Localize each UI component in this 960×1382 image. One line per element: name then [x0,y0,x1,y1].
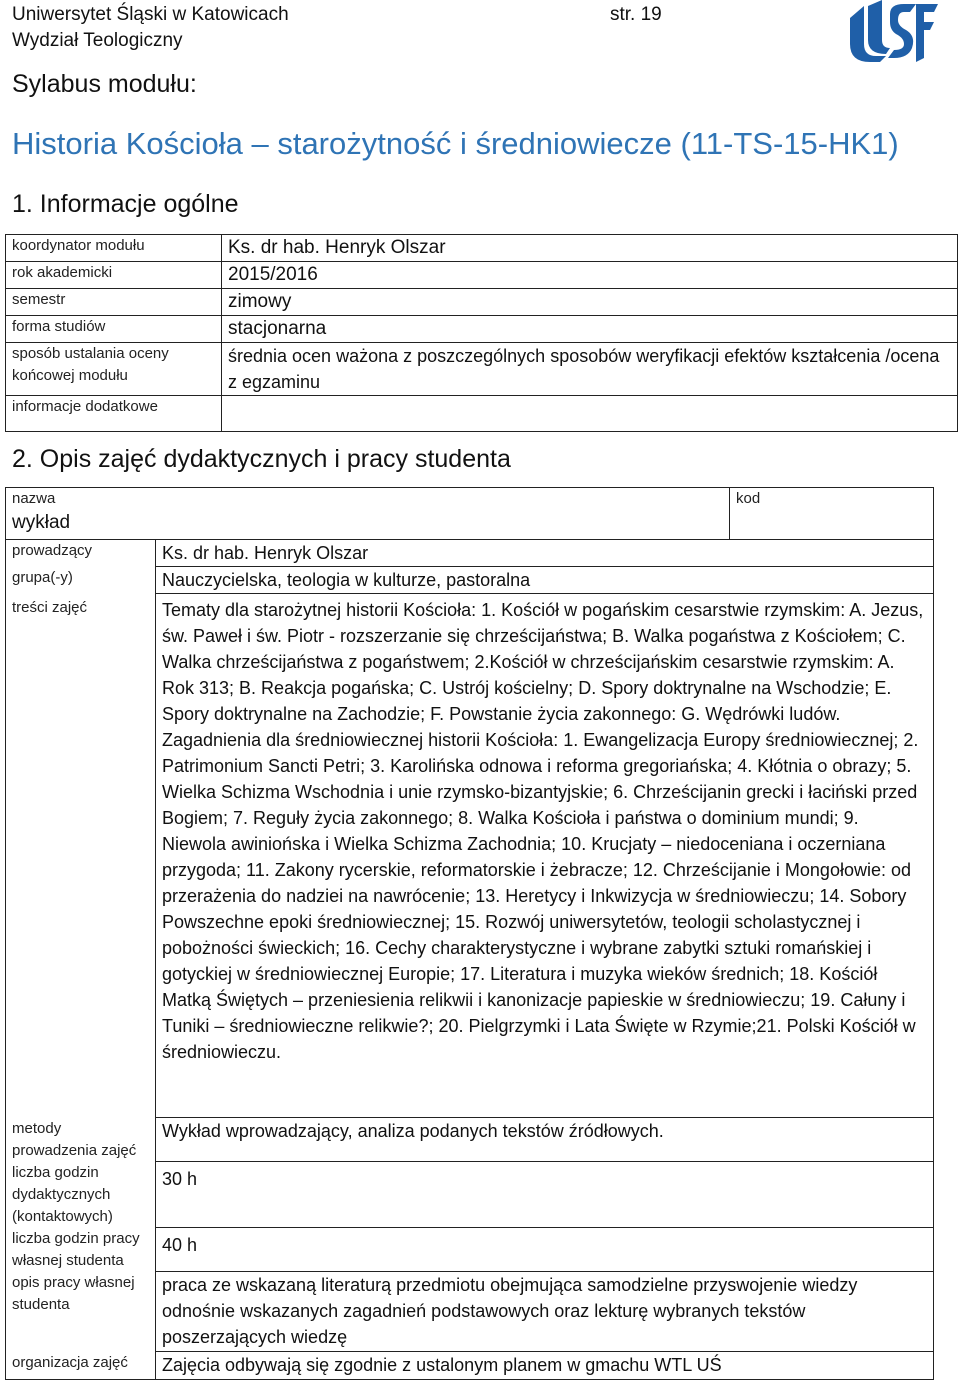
value-additional-info [222,396,958,432]
label-additional-info: informacje dodatkowe [6,396,222,432]
table-row [6,1162,934,1228]
general-info-table [5,234,958,432]
label-groups: grupa(-y) [6,567,156,594]
value-self-study-desc: praca ze wskazaną literaturą przedmiotu obejmująca samodzielne przyswojenie wiedzy odnośnie wskazanych zagadnień podstawowych oraz lekturę wybranych tekstów poszerzających wiedzę [156,1272,934,1352]
label-coordinator: koordynator modułu [6,235,222,262]
value-self-study-hours: 40 h [156,1228,934,1272]
faculty-name: Wydział Teologiczny [12,30,183,51]
module-title: Historia Kościoła – starożytność i średniowiecze (11-TS-15-HK1) [12,126,899,161]
course-description-table [5,487,934,1380]
label-study-form: forma studiów [6,316,222,343]
label-methods: metody prowadzenia zajęć [6,1118,156,1162]
page-number: str. 19 [610,4,662,25]
value-content-medieval: Zagadnienia dla średniowiecznej historii Kościoła: 1. Ewangelizacja Europy średniowiecznej; 2. Patrimonium Sancti Petri; 3. Karolińska odnowa i reforma gregoriańska; 4. Kłótnia o obrazy; 5. Wielka Schizma Wschodnia i unie rzymsko-bizantyjskie; 6. Chrześcijanin grecki i łaciński przed Bogiem; 7. Reguły życia zakonnego; 8. Walka Kościoła i państwa o dominium mundi; 9. Niewola awiniońska i Wielka Schizma Zachodnia; 10. Krucjaty – niedoceniana i oczerniana przygoda; 11. Zakony rycerskie, reformatorskie i żebracze; 12. Chrześcijanie i Mongołowie: od przerażenia do nadziei na nawrócenie; 13. Heretycy i Inkwizycja w średniowieczu; 14. Sobory Powszechne epoki średniowiecznej; 15. Rozwój uniwersytetów, teologii scholastycznej i pobożności świeckich; 16. Cechy charakterystyczne i wybrane zabytki sztuki romańskiej i gotyckiej w średniowiecznej Europie; 17. Literatura i muzyka wieków średnich; 18. Kościół Matką Świętych – przeniesienia relikwii i kanonizacje papieskie w średniowieczu; 19. Całuny i Tuniki – średniowieczne relikwie?; 20. Pielgrzymki i Lata Święte w Rzymie;21. Polski Kościół w średniowieczu. [162,730,919,1062]
value-grading: średnia ocen ważona z poszczególnych sposobów weryfikacji efektów kształcenia /ocena z egzaminu [222,343,958,396]
university-name: Uniwersytet Śląski w Katowicach [12,4,289,25]
value-lecturer: Ks. dr hab. Henryk Olszar [156,540,934,567]
table-row [6,1272,934,1352]
table-row [6,262,958,289]
label-self-study-desc: opis pracy własnej studenta [6,1272,156,1352]
label-academic-year: rok akademicki [6,262,222,289]
value-coordinator: Ks. dr hab. Henryk Olszar [222,235,958,262]
value-organization: Zajęcia odbywają się zgodnie z ustalonym planem w gmachu WTL UŚ [156,1352,934,1380]
table-row [6,396,958,432]
label-self-study-hours: liczba godzin pracy własnej studenta [6,1228,156,1272]
value-name: wykład [12,512,71,533]
section2-heading: 2. Opis zajęć dydaktycznych i pracy studenta [12,445,511,473]
table-row [6,1228,934,1272]
label-code: kod [730,488,934,540]
value-groups: Nauczycielska, teologia w kulturze, pastoralna [156,567,934,594]
label-semester: semestr [6,289,222,316]
value-academic-year: 2015/2016 [222,262,958,289]
table-row [6,540,934,567]
table-row [6,343,958,396]
label-name: nazwa [12,490,56,507]
header-institution [12,2,289,54]
table-row [6,316,958,343]
section1-heading: 1. Informacje ogólne [12,190,239,218]
label-organization: organizacja zajęć [6,1352,156,1380]
label-lecturer: prowadzący [6,540,156,567]
value-methods: Wykład wprowadzający, analiza podanych tekstów źródłowych. [156,1118,934,1162]
university-logo-icon [846,0,938,64]
label-grading: sposób ustalania oceny końcowej modułu [6,343,222,396]
label-content: treści zajęć [6,594,156,1118]
table-row [6,235,958,262]
table-row [6,488,934,540]
label-contact-hours: liczba godzin dydaktycznych (kontaktowych) [6,1162,156,1228]
table-row [6,594,934,1118]
table-row [6,289,958,316]
value-contact-hours: 30 h [156,1162,934,1228]
value-content-ancient: Tematy dla starożytnej historii Kościoła: 1. Kościół w pogańskim cesarstwie rzymskim: A. Jezus, św. Paweł i św. Piotr - rozszerzanie się chrześcijaństwa; B. Walka pogaństwa z Kościołem; C. Walka chrześcijaństwa z pogaństwem; 2.Kościół w chrześcijańskim cesarstwie rzymskim: A. Rok 313; B. Reakcja pogańska; C. Ustrój kościelny; D. Spory doktrynalne na Wschodzie; E. Spory doktrynalne na Zachodzie; F. Powstanie życia zakonnego: G. Wędrówki ludów. [162,600,924,724]
table-row [6,1118,934,1162]
value-semester: zimowy [222,289,958,316]
table-row [6,1352,934,1380]
value-study-form: stacjonarna [222,316,958,343]
syllabus-label: Sylabus modułu: [12,70,197,98]
table-row [6,567,934,594]
